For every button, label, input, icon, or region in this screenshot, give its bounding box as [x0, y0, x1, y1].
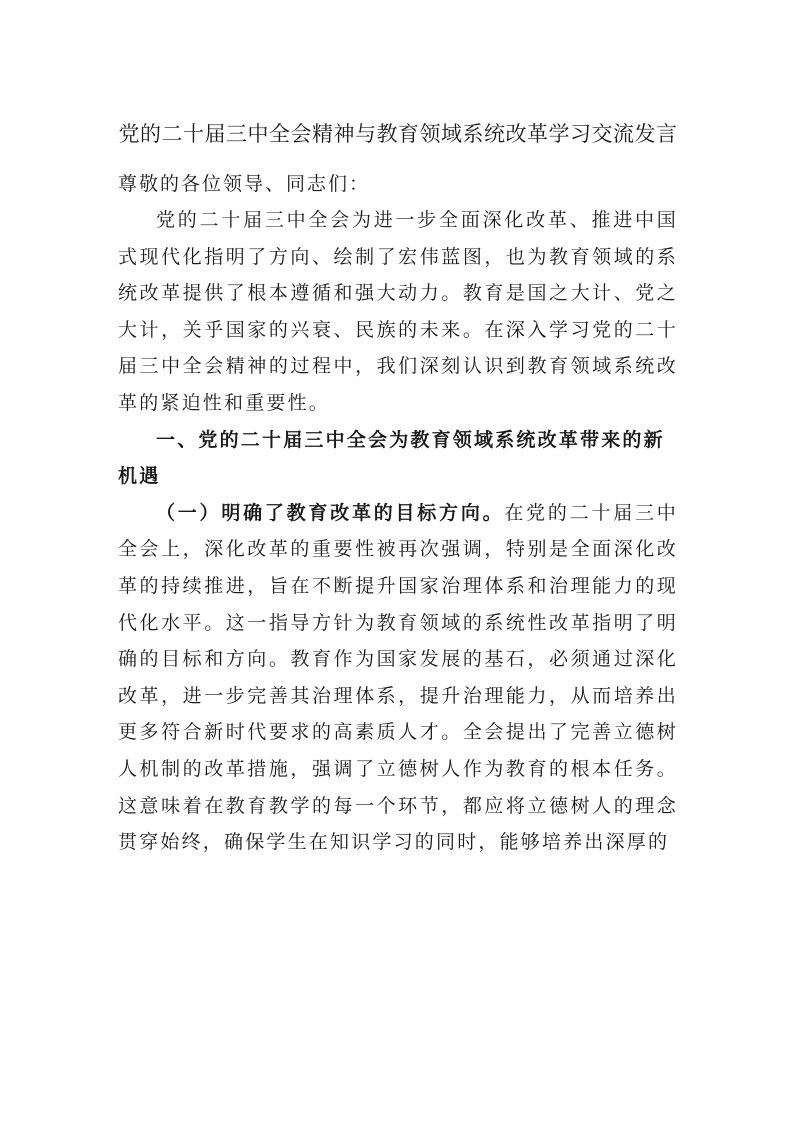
section-heading-1: 一、党的二十届三中全会为教育领域系统改革带来的新机遇 — [118, 428, 665, 488]
subsection-paragraph-1 — [118, 495, 678, 861]
document-body — [118, 112, 678, 861]
subsection-body-1: 在党的二十届三中全会上，深化改革的重要性被再次强调，特别是全面深化改革的持续推进，旨在不断提升国家治理体系和治理能力的现代化水平。这一指导方针为教育领域的系统性改革指明了明确的目标和方向。教育作为国家发展的基石，必须通过深化改革，进一步完善其治理体系，提升治理能力，从而培养出更多符合新时代要求的高素质人才。全会提出了完善立德树人机制的改革措施，强调了立德树人作为教育的根本任务。这意味着在教育教学的每一个环节，都应将立德树人的理念贯穿始终，确保学生在知识学习的同时，能够培养出深厚的 — [118, 501, 678, 854]
document-title: 党的二十届三中全会精神与教育领域系统改革学习交流发言 — [118, 122, 678, 146]
subsection-lead-1: （一）明确了教育改革的目标方向。 — [156, 501, 505, 524]
salutation: 尊敬的各位领导、同志们： — [118, 173, 371, 195]
intro-paragraph: 党的二十届三中全会为进一步全面深化改革、推进中国式现代化指明了方向、绘制了宏伟蓝图，也为教育领域的系统改革提供了根本遵循和强大动力。教育是国之大计、党之大计，关乎国家的兴衰、民族的未来。在深入学习党的二十届三中全会精神的过程中，我们深刻认识到教育领域系统改革的紧迫性和重要性。 — [118, 209, 678, 414]
